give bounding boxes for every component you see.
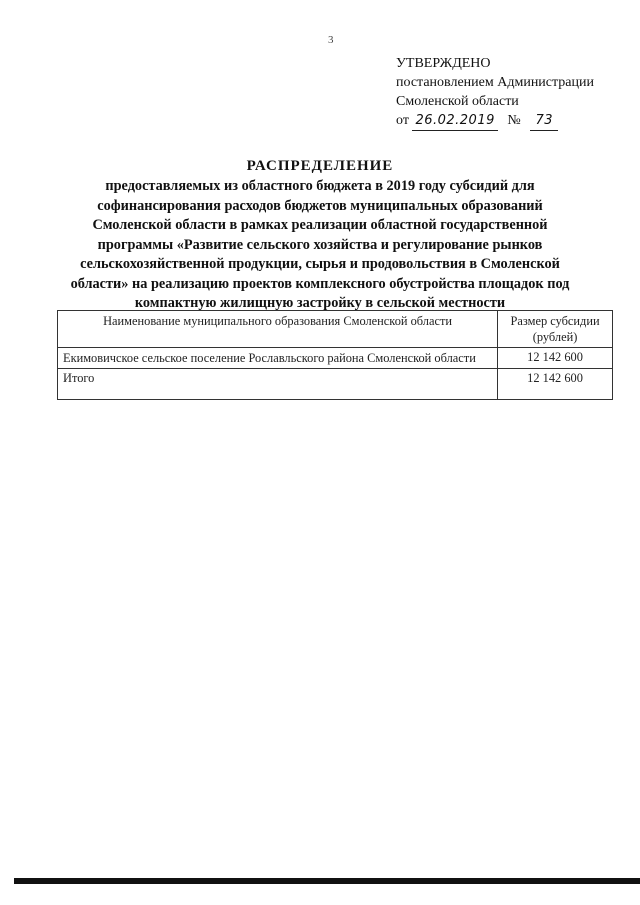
document-subtitle	[40, 177, 600, 314]
row-subsidy-amount: 12 142 600	[498, 348, 613, 369]
approval-authority-line: постановлением Администрации	[396, 75, 594, 90]
approval-number: 73	[530, 111, 558, 131]
subtitle-line: компактную жилищную застройку в сельской местности	[134, 295, 506, 311]
total-amount: 12 142 600	[498, 369, 613, 400]
subtitle-line: предоставляемых из областного бюджета в 2019 году субсидий для	[105, 178, 535, 194]
header-amount-unit: (рублей)	[532, 330, 578, 344]
table-row	[58, 348, 613, 369]
subtitle-line: софинансирования расходов бюджетов муниципальных образований	[97, 197, 543, 214]
date-prefix: от	[396, 113, 409, 128]
approval-heading: УТВЕРЖДЕНО	[396, 56, 491, 71]
header-municipality-name: Наименование муниципального образования Смоленской области	[58, 311, 498, 348]
approval-stamp	[396, 54, 636, 131]
header-subsidy-amount	[498, 311, 613, 348]
row-municipality-name: Екимовичское сельское поселение Рославльского района Смоленской области	[58, 348, 498, 369]
document-title-block	[40, 158, 600, 314]
subtitle-line: области» на реализацию проектов комплексного обустройства площадок под	[70, 275, 570, 292]
document-title: РАСПРЕДЕЛЕНИЕ	[246, 158, 394, 174]
approval-date: 26.02.2019	[412, 111, 497, 131]
number-prefix: №	[507, 113, 521, 128]
approval-date-number-line	[396, 111, 636, 131]
total-label: Итого	[58, 369, 498, 400]
subsidy-distribution-table	[57, 310, 613, 400]
subtitle-line: Смоленской области в рамках реализации областной государственной	[92, 217, 548, 233]
subtitle-line: сельскохозяйственной продукции, сырья и продовольствия в Смоленской	[80, 256, 560, 272]
table-header-row	[58, 311, 613, 348]
subtitle-line: программы «Развитие сельского хозяйства и регулирование рынков	[97, 236, 543, 253]
scan-edge-bar	[14, 878, 640, 884]
header-amount-label: Размер субсидии	[510, 314, 600, 328]
page-number: 3	[328, 34, 334, 46]
table-total-row	[58, 369, 613, 400]
approval-region-line: Смоленской области	[396, 94, 519, 109]
